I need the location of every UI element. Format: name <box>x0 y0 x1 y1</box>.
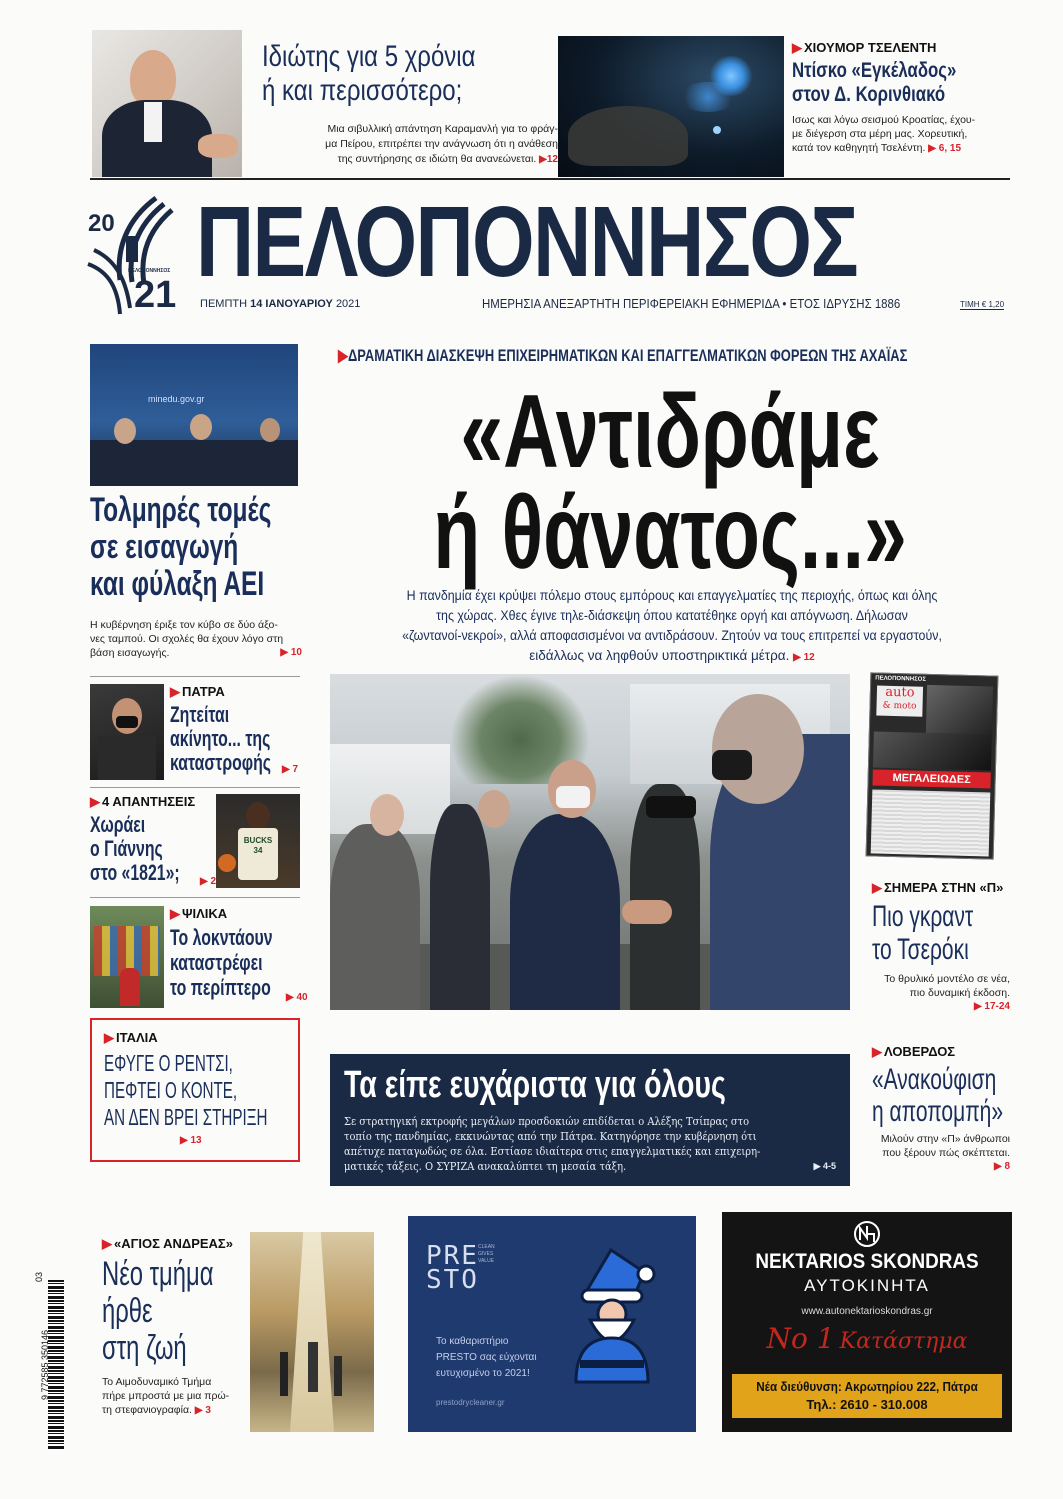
headline-line: στη ζωή <box>102 1329 187 1367</box>
kicker-triangle-icon: ▶ <box>170 684 180 699</box>
headline-line: Πιο γκραντ <box>872 900 974 933</box>
barcode-issue: 03 <box>34 1271 45 1283</box>
minedu-press-photo <box>90 344 298 486</box>
body-line: νες ταμπού. Οι σχολές θα έχουν λόγο στη <box>90 633 284 645</box>
kicker: ΣΗΜΕΡΑ ΣΤΗΝ «Π» <box>884 880 1004 895</box>
kicker: ΙΤΑΛΙΑ <box>116 1030 158 1045</box>
body-line: της χώρας. Χθες έγινε τηλε-διάσκεψη όπου κατατέθηκε οργή και απόγνωση. Δήλωσαν <box>436 608 908 623</box>
kicker-triangle-icon: ▶ <box>872 1044 882 1059</box>
top-right-story <box>792 40 1022 156</box>
body-line: της συντήρησης σε ιδιώτη θα ανανεώνεται. <box>337 153 537 165</box>
body-line: πήρε μπροστά με μια πρώ- <box>102 1390 230 1402</box>
left-rule <box>90 897 300 898</box>
date-year: 2021 <box>335 298 361 310</box>
headline-line: το Τσερόκι <box>872 933 969 966</box>
nektarios-logo-icon <box>851 1220 883 1248</box>
kicker-triangle-icon: ▶ <box>104 1030 114 1045</box>
auto-moto-supplement-cover <box>866 672 999 859</box>
kiosk-story <box>170 906 310 1003</box>
headline-line: στο «1821»; <box>90 860 180 885</box>
headline-line: «Ανακούφιση <box>872 1063 997 1096</box>
kicker-triangle-icon: ▶ <box>792 40 802 55</box>
presto-url: prestodrycleaner.gr <box>436 1398 505 1407</box>
supplement-logo-sub: & moto <box>882 700 917 712</box>
top-left-headline-line: ή και περισσότερο; <box>262 74 463 107</box>
body-line: ειδάλλως να ληφθούν υποστηρικτικά μέτρα. <box>529 648 790 663</box>
presto-text: Το καθαριστήριο <box>436 1336 509 1347</box>
masthead-title: ΠΕΛΟΠΟΝΝΗΣΟΣ <box>196 186 858 298</box>
body-line: Σε στρατηγική εκτροφής μεγάλων προσδοκιών επιδίδεται ο Αλέξης Τσίπρας στο <box>344 1115 750 1128</box>
headline-line: Νέο τμήμα <box>102 1255 214 1293</box>
logo-year-bottom: 21 <box>134 274 177 316</box>
italy-box <box>90 1018 300 1162</box>
headline-line: Το λοκντάουν <box>170 925 273 950</box>
giannis-photo <box>216 794 300 888</box>
slogan-no: Νο 1 <box>766 1322 835 1355</box>
kicker: ΧΙΟΥΜΟΡ ΤΣΕΛΕΝΤΗ <box>804 40 937 55</box>
kicker-text: ΔΡΑΜΑΤΙΚΗ ΔΙΑΣΚΕΨΗ ΕΠΙΧΕΙΡΗΜΑΤΙΚΩΝ ΚΑΙ ΕΠΑΓΓΕΛΜΑΤΙΚΩΝ ΦΟΡΕΩΝ ΤΗΣ ΑΧΑΪΑΣ <box>347 346 908 365</box>
kicker: «ΑΓΙΟΣ ΑΝΔΡΕΑΣ» <box>114 1236 233 1251</box>
body-line: μα Πείρου, επιτρέπει την ανάγνωση ότι η ανάθεση <box>325 138 558 150</box>
lead-body <box>332 586 1012 668</box>
nektarios-address-bar <box>732 1374 1002 1418</box>
seismic-map-photo <box>558 36 784 177</box>
photo-banner-text: minedu.gov.gr <box>148 394 205 404</box>
body-line: τοπίο της πανδημίας, εκκινώντας από την Πάτρα. Κατηγόρησε την κυβέρνηση ότι <box>344 1130 757 1143</box>
body-line: Η πανδημία έχει κρύψει πόλεμο στους εμπόρους και επαγγελματίες της περιοχής, όπως και όλης <box>406 588 938 603</box>
agios-andreas-story <box>102 1236 262 1418</box>
headline-line: Χωράει <box>90 812 146 837</box>
kicker: 4 ΑΠΑΝΤΗΣΕΙΣ <box>102 794 196 809</box>
top-strip-rule <box>90 178 1010 180</box>
masthead-logo <box>86 190 186 318</box>
page-ref: ▶ 6, 15 <box>928 143 962 154</box>
jersey-text: BUCKS 34 <box>243 836 273 855</box>
kicker-triangle-icon: ▶ <box>872 880 882 895</box>
photo-caption-box <box>330 1054 850 1186</box>
date-bold: 14 ΙΑΝΟΥΑΡΙΟΥ <box>250 298 333 310</box>
supplement-banner: ΜΕΓΑΛΕΙΩΔΕΣ <box>872 769 990 788</box>
lead-kicker <box>338 346 907 366</box>
price-badge: ΤΙΜΗ € 1,20 <box>960 300 1005 309</box>
headline-line: ΕΦΥΓΕ Ο ΡΕΝΤΣΙ, <box>104 1050 233 1076</box>
body-line: που ξέρουν πώς σκέπτεται. <box>882 1147 1010 1159</box>
nektarios-subtitle: ΑΥΤΟΚΙΝΗΤΑ <box>804 1276 930 1295</box>
presto-text: ευτυχισμένο το 2021! <box>436 1368 530 1379</box>
body-line: κατά τον καθηγητή Τσελέντη. <box>792 142 926 154</box>
page-ref: ▶ 7 <box>282 764 299 775</box>
presto-ad <box>408 1216 696 1432</box>
headline-line: ο Γιάννης <box>90 836 163 861</box>
body-line: απέτυχε παταγωδώς σε όλα. Εστίασε ιδιαίτερα στις επαγγελματικές και επιχειρη- <box>344 1145 761 1158</box>
headline-line: Ζητείται <box>170 702 230 727</box>
left-lead-headline <box>90 492 320 603</box>
date-prefix: ΠΕΜΠΤΗ <box>200 298 248 310</box>
headline-line: καταστροφής <box>170 750 272 775</box>
left-rule <box>90 676 300 677</box>
page-ref: ▶ 17-24 <box>973 1001 1010 1012</box>
presto-tagline: VALUE <box>478 1258 495 1264</box>
body-line: τη στεφανιογραφία. <box>102 1404 192 1416</box>
lead-headline-line: ή θάνατος...» <box>433 475 907 591</box>
photo-caption-headline: Τα είπε ευχάριστα για όλους <box>344 1064 726 1106</box>
headline-line: ακίνητο... της <box>170 726 271 751</box>
nektarios-ad <box>722 1212 1012 1432</box>
page-ref: ▶ 40 <box>286 992 308 1003</box>
headline-line: ΑΝ ΔΕΝ ΒΡΕΙ ΣΤΗΡΙΞΗ <box>104 1104 268 1130</box>
kicker-triangle-icon: ▶ <box>170 906 180 921</box>
body-line: βάση εισαγωγής. <box>90 647 170 659</box>
loverdos-story <box>872 1044 1022 1174</box>
body-line: «ζωντανοί-νεκροί», αλλά αποφασισμένοι να αντιδράσουν. Ζητούν να τους επιτρεπεί να εργαστούν, <box>402 628 942 643</box>
body-line: Μια σιβυλλική απάντηση Καραμανλή για το φράγ- <box>327 123 558 135</box>
headline-line: Τολμηρές τομές <box>90 491 272 529</box>
lead-headline-line: «Αντιδράμε <box>460 374 880 490</box>
kiosk-photo <box>90 906 164 1008</box>
barcode-number: 9 772585 350146 <box>40 1329 50 1401</box>
barcode <box>34 1271 66 1450</box>
presto-logo-line: STO <box>426 1265 479 1295</box>
kicker: ΛΟΒΕΡΔΟΣ <box>884 1044 956 1059</box>
kicker-triangle-icon: ▶ <box>338 346 348 365</box>
page-ref: ▶12 <box>539 154 558 165</box>
page-ref: ▶ 12 <box>793 652 815 663</box>
headline-line: καταστρέφει <box>170 950 263 975</box>
body-line: Η κυβέρνηση έριξε τον κύβο σε δύο άξο- <box>90 619 278 631</box>
karamanlis-photo <box>92 30 242 177</box>
presto-logo-line: PRE <box>426 1241 479 1271</box>
page-ref: ▶ 4-5 <box>813 1161 836 1171</box>
santa-icon <box>556 1242 666 1392</box>
headline-line: η αποπομπή» <box>872 1095 1004 1128</box>
presto-tagline: GIVES <box>478 1251 494 1257</box>
headline-line: και φύλαξη ΑΕΙ <box>90 565 265 603</box>
nektarios-title: NEKTARIOS SKONDRAS <box>755 1250 979 1273</box>
top-left-headline-line: Ιδιώτης για 5 χρόνια <box>262 40 476 73</box>
page-ref: ▶ 10 <box>280 647 302 658</box>
logo-small-text: ΠΕΛΟΠΟΝΝΗΣΟΣ <box>128 268 171 274</box>
body-line: Το Αιμοδυναμικό Τμήμα <box>102 1376 212 1388</box>
left-rule <box>90 787 300 788</box>
left-lead-body <box>90 618 302 660</box>
page-ref: ▶ 8 <box>993 1161 1010 1172</box>
patra-photo <box>90 684 164 780</box>
masthead-date <box>200 298 360 310</box>
headline-line: Ντίσκο «Εγκέλαδος» <box>792 59 957 82</box>
body-line: Το θρυλικό μοντέλο σε νέα, <box>884 973 1010 985</box>
headline-line: στον Δ. Κορινθιακό <box>792 83 946 106</box>
presto-logo <box>426 1241 479 1295</box>
top-left-headline <box>262 40 562 108</box>
supplement-masthead: ΠΕΛΟΠΟΝΝΗΣΟΣ <box>875 675 927 683</box>
page-ref: ▶ 3 <box>194 1405 211 1416</box>
page-ref: ▶ 13 <box>180 1135 202 1146</box>
hospital-corridor-photo <box>250 1232 374 1432</box>
headline-line: ΠΕΦΤΕΙ Ο ΚΟΝΤΕ, <box>104 1077 238 1103</box>
nektarios-slogan <box>722 1322 1012 1355</box>
kicker: ΠΑΤΡΑ <box>182 684 225 699</box>
top-left-body <box>288 122 558 167</box>
headline-line: σε εισαγωγή <box>90 528 239 566</box>
body-line: Ισως και λόγω σεισμού Κροατίας, έχου- <box>792 114 976 126</box>
kicker-triangle-icon: ▶ <box>102 1236 112 1251</box>
patra-story <box>170 684 310 775</box>
nektarios-address: Νέα διεύθυνση: Ακρωτηρίου 222, Πάτρα <box>756 1379 978 1394</box>
nektarios-phone: Τηλ.: 2610 - 310.008 <box>806 1397 928 1412</box>
slogan-word: Κατάστημα <box>839 1329 968 1354</box>
giannis-story <box>90 794 230 885</box>
body-line: Μιλούν στην «Π» άνθρωποι <box>880 1133 1010 1145</box>
kicker-triangle-icon: ▶ <box>90 794 100 809</box>
tsipras-main-photo <box>330 674 850 1010</box>
presto-text: PRESTO σας εύχονται <box>436 1352 537 1363</box>
lead-headline <box>330 374 1010 591</box>
cherokee-story <box>872 880 1022 1014</box>
headline-line: ήρθε <box>102 1292 153 1330</box>
body-line: πιο δυναμική έκδοση. <box>909 987 1010 999</box>
masthead-tagline: ΗΜΕΡΗΣΙΑ ΑΝΕΞΑΡΤΗΤΗ ΠΕΡΙΦΕΡΕΙΑΚΗ ΕΦΗΜΕΡΙΔΑ • ΕΤΟΣ ΙΔΡΥΣΗΣ 1886 <box>482 296 901 311</box>
page-ref: ▶ 2 <box>200 876 217 887</box>
headline-line: το περίπτερο <box>170 975 271 1000</box>
nektarios-url: www.autonektarioskondras.gr <box>801 1306 933 1317</box>
presto-tagline: CLEAN <box>478 1244 495 1250</box>
body-line: ματικές τάξεις. Ο ΣΥΡΙΖΑ ανακαλύπτει τη μεσαία τάξη. <box>344 1160 627 1173</box>
supplement-logo: auto <box>885 684 915 701</box>
logo-year-top: 20 <box>88 210 115 237</box>
body-line: με διέγερση στα μέρη μας. Χορευτική, <box>792 128 968 140</box>
kicker: ΨΙΛΙΚΑ <box>182 906 228 921</box>
